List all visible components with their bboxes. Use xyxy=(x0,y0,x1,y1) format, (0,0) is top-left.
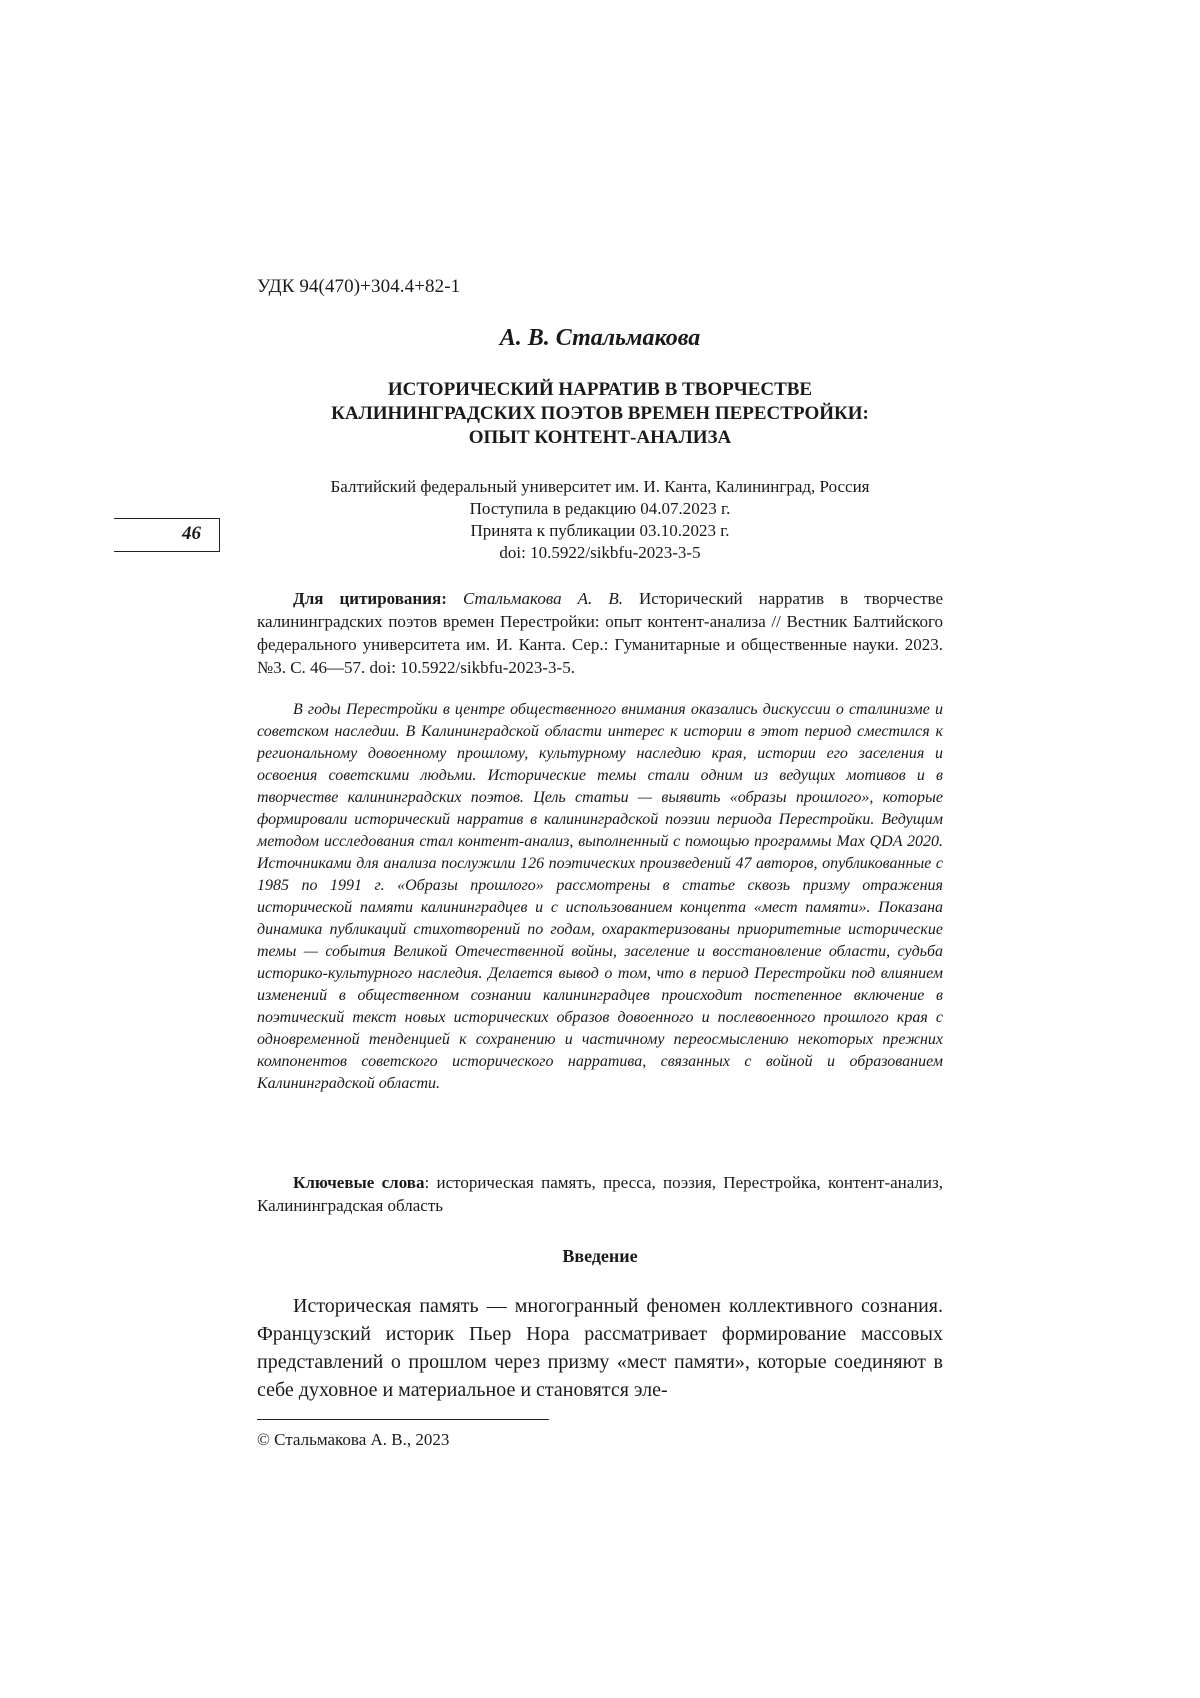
citation-label: Для цитирования: xyxy=(293,589,447,608)
body-paragraph: Историческая память — многогранный феномен коллективного сознания. Французский историк Пьер Нора рассматривает формирование массовых представлений о прошлом через призму «мест памяти», которые соединяют в себе духовное и материальное и становятся эле- xyxy=(257,1295,943,1401)
title-line: КАЛИНИНГРАДСКИХ ПОЭТОВ ВРЕМЕН ПЕРЕСТРОЙКИ: xyxy=(331,403,869,424)
title-line: ИСТОРИЧЕСКИЙ НАРРАТИВ В ТВОРЧЕСТВЕ xyxy=(387,379,813,400)
section-heading: Введение xyxy=(562,1246,638,1266)
keywords-label: Ключевые слова xyxy=(293,1173,425,1192)
page-number: 46 xyxy=(182,523,201,544)
affiliation-block xyxy=(257,476,943,564)
accepted-date: Принята к публикации 03.10.2023 г. xyxy=(470,521,730,540)
citation-text: Исторический нарратив в творчестве калининградских поэтов времен Перестройки: опыт контент-анализа // Вестник Балтийского федерального университета им. И. Канта. Сер.: Гуманитарные и общественные науки. 2023. №3. С. 46—57. doi: 10.5922/sikbfu-2023-3-5. xyxy=(257,589,944,677)
title-line: ОПЫТ КОНТЕНТ-АНАЛИЗА xyxy=(468,427,732,448)
institution: Балтийский федеральный университет им. И. Канта, Калининград, Россия xyxy=(330,477,870,496)
citation xyxy=(257,587,943,679)
article-title xyxy=(257,378,943,450)
citation-author: Стальмакова А. В. xyxy=(462,589,623,608)
udk-code: УДК 94(470)+304.4+82-1 xyxy=(257,276,461,297)
author-name: А. В. Стальмакова xyxy=(499,325,701,351)
keywords-text: : историческая память, пресса, поэзия, Перестройка, контент-анализ, Калининградская область xyxy=(257,1173,943,1215)
footnote-rule xyxy=(257,1419,549,1420)
copyright-footnote: © Стальмакова А. В., 2023 xyxy=(257,1430,450,1449)
page-number-box xyxy=(114,518,220,552)
doi: doi: 10.5922/sikbfu-2023-3-5 xyxy=(499,543,701,562)
received-date: Поступила в редакцию 04.07.2023 г. xyxy=(469,499,731,518)
keywords xyxy=(257,1171,943,1217)
abstract: В годы Перестройки в центре общественного внимания оказались дискуссии о сталинизме и советском наследии. В Калининградской области интерес к истории в этот период сместился к региональному довоенному прошлому, культурному наследию края, истории его заселения и освоения советскими людьми. Исторические темы стали одним из ведущих мотивов и в творчестве калининградских поэтов. Цель статьи — выявить «образы прошлого», которые формировали исторический нарратив в калининградской поэзии периода Перестройки. Ведущим методом исследования стал контент-анализ, выполненный с помощью программы Max QDA 2020. Источниками для анализа послужили 126 поэтических произведений 47 авторов, опубликованные с 1985 по 1991 г. «Образы прошлого» рассмотрены в статье сквозь призму отражения исторической памяти калининградцев и с использованием концепта «мест памяти». Показана динамика публикаций стихотворений по годам, охарактеризованы приоритетные исторические темы — события Великой Отечественной войны, заселение и восстановление области, судьба историко-культурного наследия. Делается вывод о том, что в период Перестройки под влиянием изменений в общественном сознании калининградцев происходит постепенное включение в поэтический текст новых исторических образов довоенного и послевоенного прошлого края с одновременной тенденцией к сохранению и частичному переосмыслению некоторых прежних компонентов советского исторического нарратива, связанных с войной и образованием Калининградской области. xyxy=(257,701,943,1092)
